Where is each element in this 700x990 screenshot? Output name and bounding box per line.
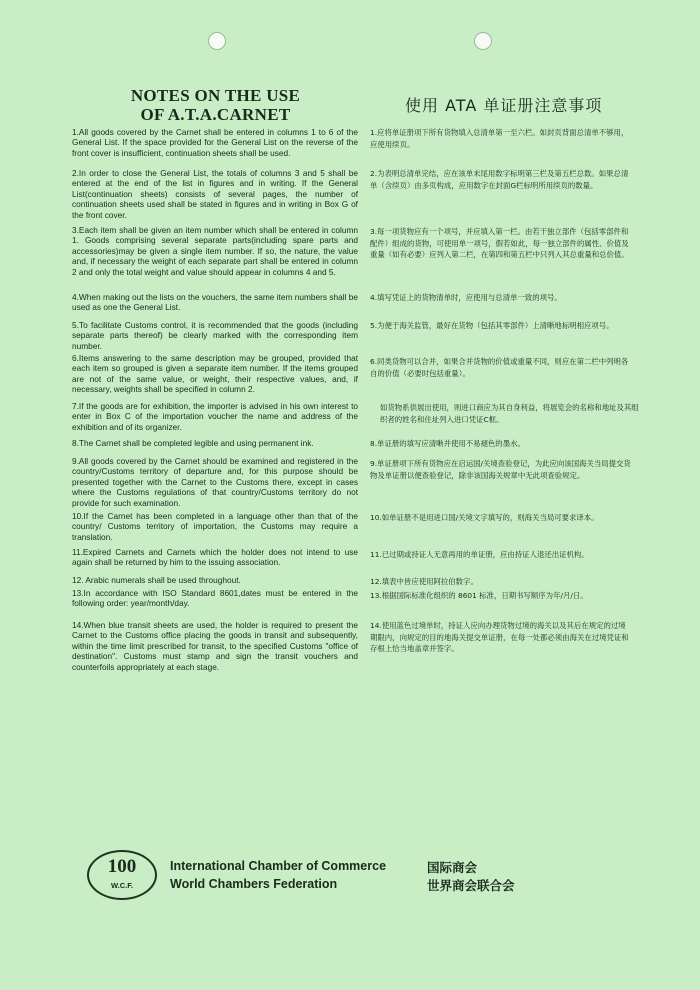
note-en-9: 9.All goods covered by the Carnet should be examined and registered in the country/Customs territory of departure and, for this purpose should be presented together with the Carnet to the Customs there, except in cases where the Customs regulations of that country/Customs territory do not provide for such examination. [72, 456, 358, 508]
note-en-2: 2.In order to close the General List, the totals of columns 3 and 5 shall be entered at the end of the list in figures and in writing. If the General List(continuation sheets) consists of several pages, the number of continuation sheets used shall be stated in figures and in writing in Box G of the front cover. [72, 168, 358, 220]
note-cn-1: 1.应将单证册项下所有货物填入总清单第一至六栏。如封页背面总清单不够用，应使用续页。 [370, 128, 629, 149]
org-name-cn-1: 国际商会 [427, 860, 478, 875]
note-cn-10: 10.如单证册不是用进口国/关境文字填写的，则海关当局可要求译本。 [370, 513, 599, 522]
punch-hole-right [474, 32, 492, 50]
note-cn-9: 9.单证册项下所有货物应在启运国/关境查验登记，为此应向该国海关当局提交货物及单证册以便查验登记，除非该国海关规章中无此项查验规定。 [370, 459, 631, 480]
note-cn-6: 6.同类货物可以合并，如果合并货物的价值或重量不同，则应在第二栏中列明各自的价值（必要时包括重量）。 [370, 357, 629, 378]
note-cn-2: 2.为表明总清单完结，应在该单末尾用数字标明第三栏及第五栏总数。如果总清单（含续页）由多页构成，应用数字在封面G栏标明所用续页的数量。 [370, 169, 629, 190]
punch-hole-left [208, 32, 226, 50]
note-cn-13: 13.根据国际标准化组织的 8601 标准，日期书写顺序为年/月/日。 [370, 591, 588, 600]
note-cn-8: 8.单证册的填写应清晰并使用不易褪色的墨水。 [370, 439, 525, 448]
note-cn-12: 12.填表中皆应使用阿拉伯数字。 [370, 577, 478, 586]
title-english [118, 86, 313, 124]
note-en-12: 12. Arabic numerals shall be used throughout. [72, 575, 241, 585]
note-en-11: 11.Expired Carnets and Carnets which the holder does not intend to use again shall be returned by him to the issuing association. [72, 547, 358, 568]
note-en-13: 13.In accordance with ISO Standard 8601,dates must be entered in the following order: year/month/day. [72, 588, 358, 609]
logo-abbr: W.C.F. [110, 881, 134, 890]
note-en-6: 6.Items answering to the same description may be grouped, provided that each item so grouped is given a separate item number. If the items grouped are not of the same value, or weight, their respective values, and, if necessary, weights shall be specified in column 2. [72, 353, 358, 395]
note-en-1: 1.All goods covered by the Carnet shall be entered in columns 1 to 6 of the General List. If the space provided for the General List on the reverse of the front cover is insufficient, continuation sheets shall be used. [72, 127, 358, 158]
title-chinese: 使用 ATA 单证册注意事项 [405, 96, 603, 115]
note-en-14: 14.When blue transit sheets are used, the holder is required to present the Carnet to the Customs office placing the goods in transit and subsequently, within the time limit prescribed for transit, to the specified Customs "office of destination". Customs must stamp and sign the transit vouchers and counterfoils appropriately at each stage. [72, 620, 358, 672]
note-cn-4: 4.填写凭证上的货物清单时，应使用与总清单一致的项号。 [370, 293, 562, 302]
wcf-logo [87, 850, 157, 900]
note-cn-3: 3.每一项货物应有一个项号，并应填入第一栏。由若干独立部件（包括零部件和配件）组成的货物，可使用单一项号，假若如此，每一独立部件的属性、价值及重量（如有必要）应列入第二栏，在第四和第五栏中只列入其总重量和总价值。 [370, 227, 629, 260]
note-cn-5: 5.为便于海关监管，最好在货物（包括其零部件）上清晰地标明相应项号。 [370, 321, 614, 330]
title-english-line1: NOTES ON THE USE [130, 86, 301, 105]
note-en-3: 3.Each item shall be given an item number which shall be entered in column 1. Goods comprising several separate parts(including spare parts and accessories)may be given a single item number. If so, the nature, the value and, if necessary the weight of each separate part shall be entered in column 2 and only the total weight and value should appear in columns 4 and 5. [72, 225, 358, 277]
logo-number: 100 [107, 856, 137, 877]
note-en-7: 7.If the goods are for exhibition, the importer is advised in his own interest to enter in Box C of the importation voucher the name and address of the exhibition and of its organizer. [72, 401, 358, 432]
org-name-en-1: International Chamber of Commerce [170, 859, 387, 873]
note-en-5: 5.To facilitate Customs control, it is recommended that the goods (including separate parts thereof) be clearly marked with the corresponding item number. [72, 320, 358, 351]
note-en-4: 4.When making out the lists on the vouchers, the same item numbers shall be used as one the General List. [72, 292, 358, 313]
note-cn-7: 如货物系供展出使用，则进口商应为其自身利益，将展览会的名称和地址及其组织者的姓名和住址列入进口凭证C框。 [380, 403, 639, 424]
title-english-line2: OF A.T.A.CARNET [140, 105, 291, 124]
note-cn-11: 11.已过期或持证人无意再用的单证册，应由持证人退还出证机构。 [370, 550, 589, 559]
note-en-8: 8.The Carnet shall be completed legible and using permanent ink. [72, 438, 314, 448]
note-en-10: 10.If the Carnet has been completed in a language other than that of the country/ Customs territory of importation, the Customs may require a translation. [72, 511, 358, 542]
org-name-cn-2: 世界商会联合会 [427, 878, 515, 893]
org-name-en-2: World Chambers Federation [170, 877, 338, 891]
note-cn-14: 14.使用蓝色过境单时，持证人应向办理货物过境的海关以及其后在规定的过境期限内，向规定的目的地海关提交单证册，在每一处都必须由海关在过境凭证和存根上恰当地盖章并签字。 [370, 621, 629, 654]
